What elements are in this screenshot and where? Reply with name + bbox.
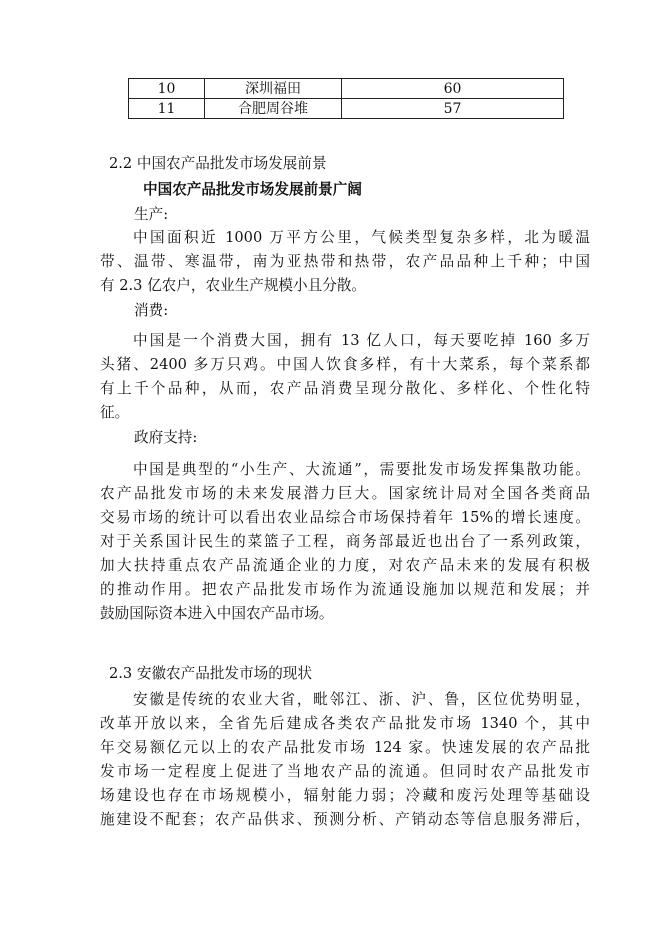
label-production: 生产: [134, 206, 169, 223]
paragraph-line: 农产品批发市场的未来发展潜力巨大。国家统计局对全国各类商品 [100, 485, 590, 502]
paragraph-line: 中国是典型的“小生产、大流通”，需要批发市场发挥集散功能。 [133, 461, 590, 478]
table-cell-name: 合肥周谷堆 [205, 99, 342, 119]
table-cell-name: 深圳福田 [205, 79, 342, 99]
paragraph-line: 交易市场的统计可以看出农业品综合市场保持着年 15%的增长速度。 [100, 509, 590, 526]
paragraph-line: 有上千个品种，从而，农产品消费呈现分散化、多样化、个性化特 [100, 380, 590, 397]
paragraph-line: 对于关系国计民生的菜篮子工程，商务部最近也出台了一系列政策， [100, 533, 590, 550]
table-cell-no: 11 [129, 99, 205, 119]
paragraph-line: 改革开放以来，全省先后建成各类农产品批发市场 1340 个，其中 [100, 715, 590, 732]
paragraph-line: 鼓励国际资本进入中国农产品市场。 [100, 605, 334, 622]
table-row [129, 99, 564, 119]
paragraph-line: 带、温带、寒温带，南为亚热带和热带，农产品品种上千种；中国 [100, 253, 590, 270]
table-cell-value: 60 [342, 79, 564, 99]
section-heading-2-2: 2.2 中国农产品批发市场发展前景 [109, 155, 327, 172]
paragraph-line: 加大扶持重点农产品流通企业的力度，对农产品未来的发展有积极 [100, 557, 590, 574]
paragraph-line: 施建设不配套；农产品供求、预测分析、产销动态等信息服务滞后， [100, 811, 590, 828]
label-government-support: 政府支持: [134, 429, 198, 446]
section-heading-2-3: 2.3 安徽农产品批发市场的现状 [109, 665, 312, 682]
table-row [129, 79, 564, 99]
paragraph-line: 有 2.3 亿农户，农业生产规模小且分散。 [100, 277, 366, 294]
paragraph-line: 场建设也存在市场规模小，辐射能力弱；冷藏和废污处理等基础设 [100, 787, 590, 804]
label-consumption: 消费: [134, 302, 169, 319]
market-ranking-table [128, 78, 564, 119]
paragraph-line: 发市场一定程度上促进了当地农产品的流通。但同时农产品批发市 [100, 763, 590, 780]
paragraph-line: 中国面积近 1000 万平方公里，气候类型复杂多样，北为暖温 [133, 229, 590, 246]
table-cell-no: 10 [129, 79, 205, 99]
section-subheading: 中国农产品批发市场发展前景广阔 [143, 181, 362, 198]
paragraph-line: 头猪、2400 多万只鸡。中国人饮食多样，有十大菜系，每个菜系都 [100, 356, 590, 373]
table-cell-value: 57 [342, 99, 564, 119]
paragraph-line: 中国是一个消费大国，拥有 13 亿人口，每天要吃掉 160 多万 [133, 332, 590, 349]
paragraph-line: 征。 [100, 404, 130, 421]
paragraph-line: 安徽是传统的农业大省，毗邻江、浙、沪、鲁，区位优势明显， [133, 691, 590, 708]
paragraph-line: 年交易额亿元以上的农产品批发市场 124 家。快速发展的农产品批 [100, 739, 590, 756]
paragraph-line: 的推动作用。把农产品批发市场作为流通设施加以规范和发展；并 [100, 581, 590, 598]
